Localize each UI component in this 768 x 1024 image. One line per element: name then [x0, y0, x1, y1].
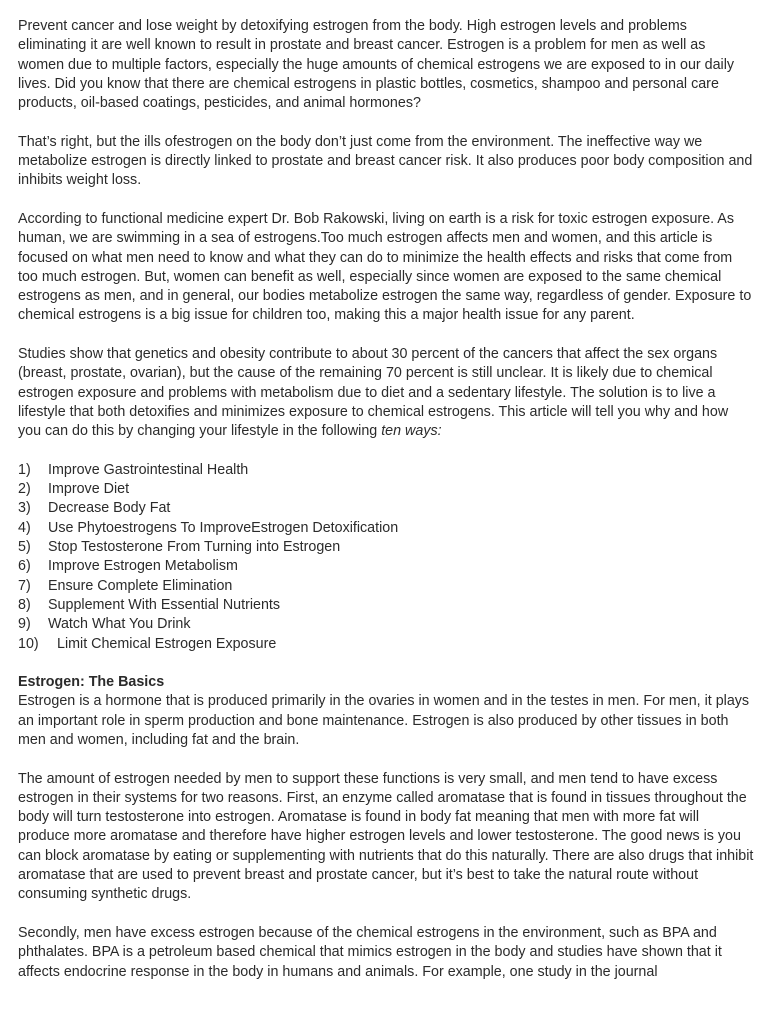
list-item-number: 4)	[18, 519, 31, 536]
list-item-number: 1)	[18, 461, 31, 478]
paragraph-basics: Estrogen is a hormone that is produced primarily in the ovaries in women and in the testes in men. For men, it plays an important role in sperm production and bone maintenance. Estrogen is also produced by other tissues in both men and women, including fat and the brain.	[18, 693, 750, 748]
list-item	[18, 461, 754, 480]
list-item-text: Watch What You Drink	[48, 616, 191, 633]
paragraph-studies	[18, 345, 754, 441]
list-item	[18, 499, 754, 518]
list-item-text: Stop Testosterone From Turning into Estrogen	[48, 539, 341, 556]
list-item-number: 3)	[18, 500, 31, 517]
ten-ways-emphasis: ten ways:	[381, 423, 442, 440]
list-item-number: 7)	[18, 577, 31, 594]
list-item-text: Improve Estrogen Metabolism	[48, 558, 238, 575]
section-heading: Estrogen: The Basics	[18, 674, 165, 691]
list-item-text: Improve Diet	[48, 481, 130, 498]
list-item-text: Ensure Complete Elimination	[48, 577, 233, 594]
list-item-number: 8)	[18, 596, 31, 613]
paragraph-aromatase: The amount of estrogen needed by men to support these functions is very small, and men tend to have excess estrogen in their systems for two reasons. First, an enzyme called aromatase that is found in tissues throughout the body will turn testosterone into estrogen. Aromatase is found in body fat meaning that men with more fat will produce more aromatase and therefore have higher estrogen levels and lower testosterone. The good news is you can block aromatase by eating or supplementing with nutrients that do this naturally. There are also drugs that inhibit aromatase that are used to prevent breast and prostate cancer, but it’s best to take the natural route without consuming synthetic drugs.	[18, 770, 754, 903]
list-item-text: Supplement With Essential Nutrients	[48, 596, 281, 613]
list-item-text: Limit Chemical Estrogen Exposure	[57, 635, 277, 652]
paragraph-metabolism: That’s right, but the ills ofestrogen on the body don’t just come from the environment. The ineffective way we metabolize estrogen is directly linked to prostate and breast cancer risk. It also produces poor body composition and inhibits weight loss.	[18, 133, 753, 189]
list-item	[18, 557, 754, 576]
list-item	[18, 596, 754, 615]
list-item	[18, 538, 754, 557]
paragraph-intro: Prevent cancer and lose weight by detoxifying estrogen from the body. High estrogen levels and problems eliminating it are well known to result in prostate and breast cancer. Estrogen is a problem for men as well as women due to multiple factors, especially the huge amounts of chemical estrogens we are exposed to in our daily lives. Did you know that there are chemical estrogens in plastic bottles, cosmetics, shampoo and personal care products, oil-based coatings, pesticides, and animal hormones?	[18, 18, 735, 112]
ten-ways-list	[18, 461, 754, 654]
list-item-number: 6)	[18, 558, 31, 575]
list-item	[18, 635, 754, 654]
list-item-text: Improve Gastrointestinal Health	[48, 461, 249, 478]
list-item	[18, 519, 754, 538]
paragraph-chemical-estrogens: Secondly, men have excess estrogen because of the chemical estrogens in the environment, such as BPA and phthalates. BPA is a petroleum based chemical that mimics estrogen in the body and studies have shown that it affects endocrine response in the body in humans and animals. For example, one study in the journal	[18, 924, 722, 980]
list-item-number: 10)	[18, 635, 39, 652]
list-item-number: 9)	[18, 616, 31, 633]
list-item	[18, 615, 754, 634]
studies-text: Studies show that genetics and obesity contribute to about 30 percent of the cancers that affect the sex organs (breast, prostate, ovarian), but the cause of the remaining 70 percent is still unclear. It is likely due to chemical estrogen exposure and problems with metabolism due to diet and a sedentary lifestyle. The solution is to live a lifestyle that both detoxifies and minimizes exposure to chemical estrogens. This article will tell you why and how you can do this by changing your lifestyle in the following	[18, 346, 729, 440]
article-body	[18, 17, 754, 1001]
list-item-number: 5)	[18, 539, 31, 556]
list-item-text: Decrease Body Fat	[48, 500, 171, 517]
list-item	[18, 480, 754, 499]
list-item-number: 2)	[18, 481, 31, 498]
list-item	[18, 577, 754, 596]
list-item-text: Use Phytoestrogens To ImproveEstrogen Detoxification	[48, 519, 399, 536]
paragraph-expert: According to functional medicine expert Dr. Bob Rakowski, living on earth is a risk for toxic estrogen exposure. As human, we are swimming in a sea of estrogens.Too much estrogen affects men and women, and this article is focused on what men need to know and what they can do to minimize the health effects and risks that come from too much estrogen. But, women can benefit as well, especially since women are exposed to the same chemical estrogens as men, and in general, our bodies metabolize estrogen the same way, regardless of gender. Exposure to chemical estrogens is a big issue for children too, making this a major health issue for any parent.	[18, 210, 752, 324]
